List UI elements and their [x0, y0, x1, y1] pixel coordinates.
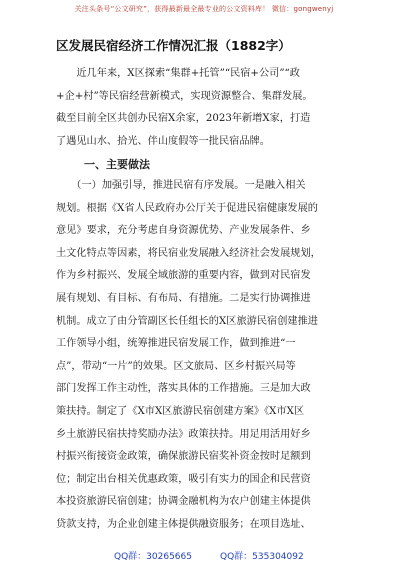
body-line: 本投资旅游民宿创建；协调金融机构为农户创建主体提供 [56, 496, 311, 508]
intro-line: 近几年来，X区探索“集群+托管”“民宿+公司”“政 [56, 68, 300, 79]
body-line: 意见》要求，充分考虑自身资源优势、产业发展条件、乡 [56, 225, 311, 237]
section-heading: 一、主要做法 [84, 158, 150, 171]
body-line: 工作领导小组，统筹推进民宿发展工作，做到推进“一 [56, 338, 296, 350]
body-line: 点”，带动“一片”的效果。区文旅局、区乡村振兴局等 [56, 360, 296, 372]
intro-line: 了遇见山水、拾光、伴山度假等一批民宿品牌。 [56, 135, 270, 147]
body-line: 贷款支持，为企业创建主体提供融资服务；在项目选址、 [56, 518, 311, 530]
body-line: （一）加强引导，推进民宿有序发展。一是融入相关 [56, 180, 306, 191]
body-line: 作为乡村振兴、发展全域旅游的重要内容，做到对民宿发 [56, 270, 311, 282]
footer-qq-group-2: QQ群：535304092 [220, 552, 304, 562]
intro-line: 截至目前全区共创办民宿X余家，2023年新增X家，打造 [56, 113, 311, 125]
footer-qq-group-1: QQ群：30265665 [114, 552, 192, 562]
body-line: 策扶持。制定了《X市X区旅游民宿创建方案》《X市X区 [56, 405, 305, 417]
body-line: 展有规划、有目标、有布局、有措施。二是实行协调推进 [56, 292, 311, 304]
intro-line: +企+村”等民宿经营新模式，实现资源整合、集群发展。 [56, 90, 313, 102]
body-line: 乡土旅游民宿扶持奖励办法》政策扶持。用足用活用好乡 [56, 428, 311, 440]
intro-paragraph [56, 63, 356, 153]
main-paragraph [56, 175, 356, 537]
body-line: 土文化特点等因素，将民宿业发展融入经济社会发展规划， [56, 247, 321, 259]
body-line: 机制。成立了由分管副区长任组长的X区旅游民宿创建推进 [56, 315, 318, 327]
body-line: 规划。根据《X省人民政府办公厅关于促进民宿健康发展的 [56, 202, 318, 214]
document-title: 区发展民宿经济工作情况汇报（1882字） [56, 38, 291, 53]
body-line: 部门发挥工作主动性，落实具体的工作措施。三是加大政 [56, 383, 311, 395]
header-banner: 关注头条号“公文研究”，获得最新最全最专业的公文资料库！ 微信：gongwenyj [74, 5, 334, 13]
body-line: 位；制定出台相关优惠政策，吸引有实力的国企和民营资 [56, 473, 311, 485]
body-line: 村振兴衔接资金政策，确保旅游民宿奖补资金按时足额到 [56, 451, 311, 463]
